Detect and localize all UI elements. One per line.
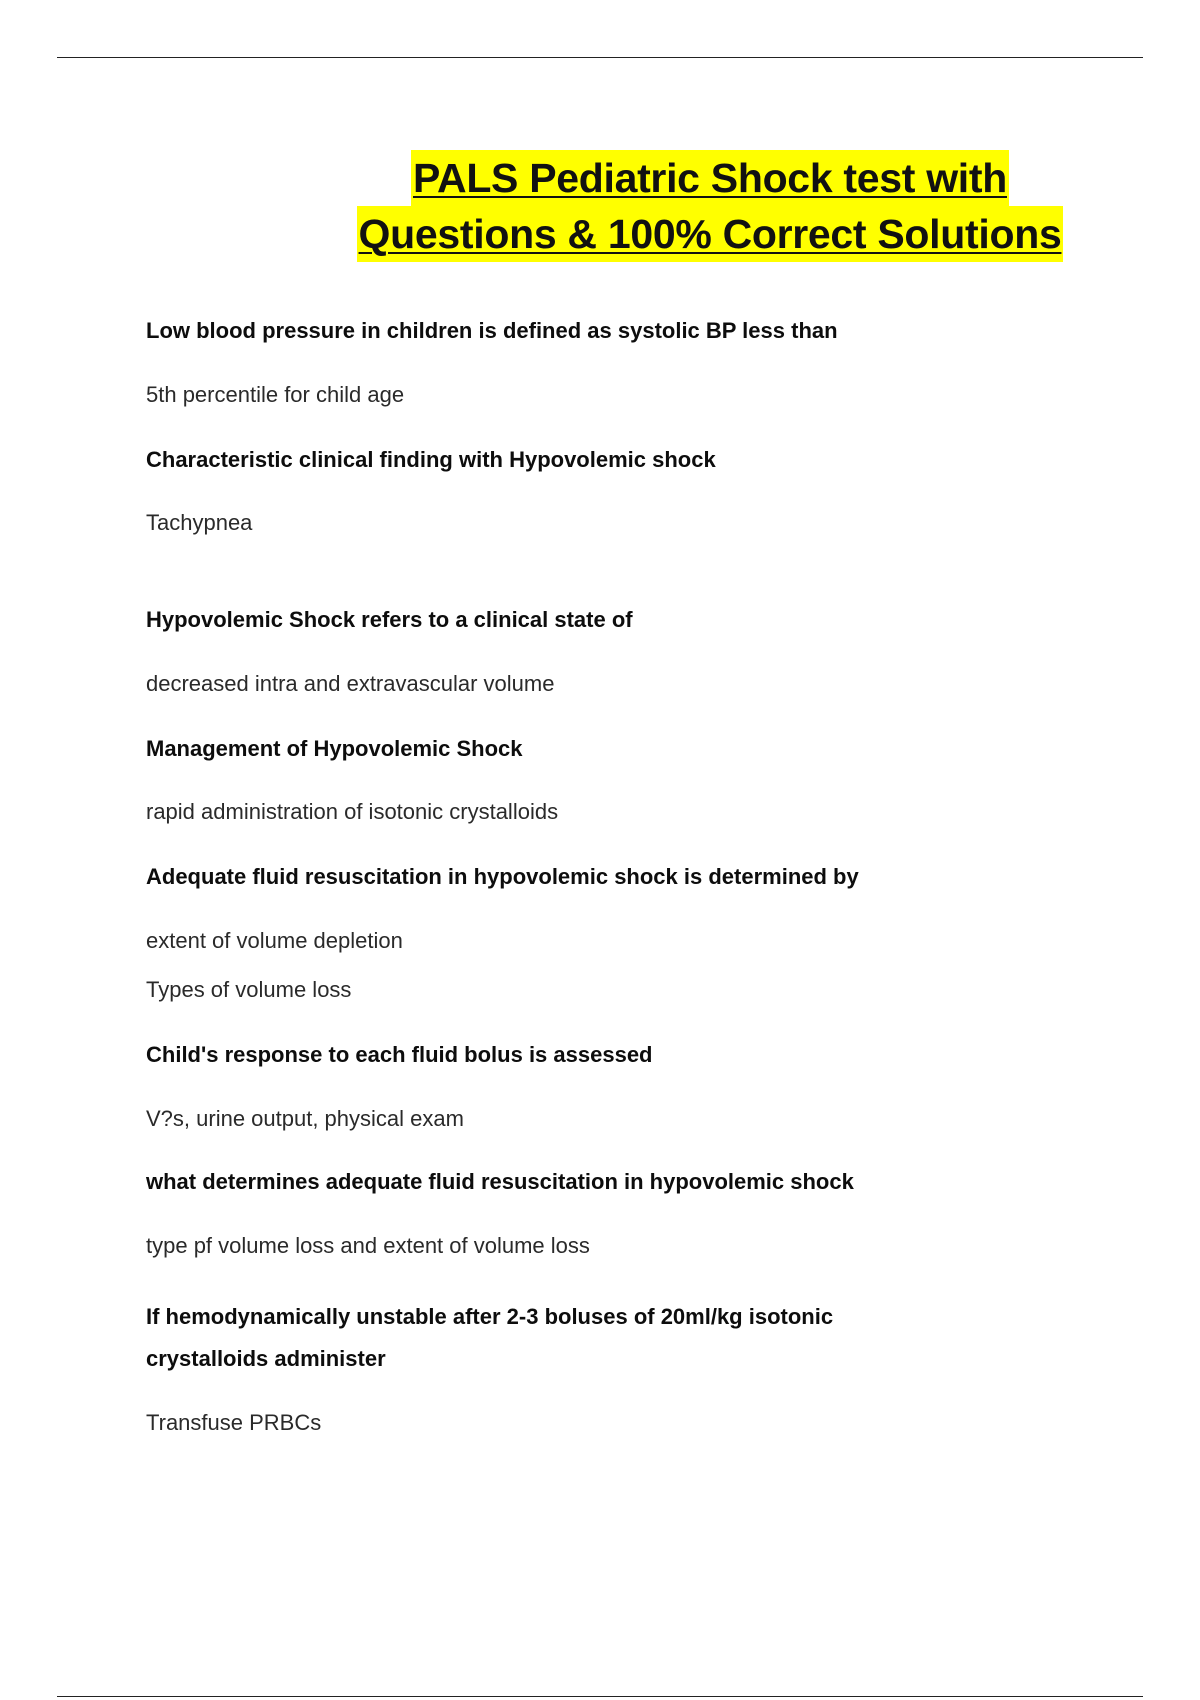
answer-7: type pf volume loss and extent of volume loss (146, 1233, 590, 1258)
title-line-2: Questions & 100% Correct Solutions (357, 206, 1064, 262)
question-8: If hemodynamically unstable after 2-3 boluses of 20ml/kg isotonic crystalloids administer (146, 1304, 834, 1371)
answer-3: decreased intra and extravascular volume (146, 671, 555, 696)
question-7: what determines adequate fluid resuscitation in hypovolemic shock (146, 1169, 854, 1194)
question-5: Adequate fluid resuscitation in hypovolemic shock is determined by (146, 864, 859, 889)
question-2: Characteristic clinical finding with Hypovolemic shock (146, 447, 716, 472)
answer-5a: extent of volume depletion (146, 928, 403, 953)
question-4: Management of Hypovolemic Shock (146, 736, 523, 761)
title-line-1: PALS Pediatric Shock test with (411, 150, 1009, 206)
answer-2: Tachypnea (146, 510, 253, 535)
document-title (300, 150, 1120, 262)
question-6: Child's response to each fluid bolus is assessed (146, 1042, 653, 1067)
question-1: Low blood pressure in children is defined as systolic BP less than (146, 318, 838, 343)
answer-5b: Types of volume loss (146, 977, 352, 1002)
answer-4: rapid administration of isotonic crystalloids (146, 799, 559, 824)
top-divider (57, 57, 1143, 58)
answer-6: V?s, urine output, physical exam (146, 1106, 464, 1131)
answer-8: Transfuse PRBCs (146, 1410, 322, 1435)
answer-1: 5th percentile for child age (146, 382, 405, 407)
question-3: Hypovolemic Shock refers to a clinical state of (146, 607, 633, 632)
bottom-divider (57, 1696, 1143, 1697)
